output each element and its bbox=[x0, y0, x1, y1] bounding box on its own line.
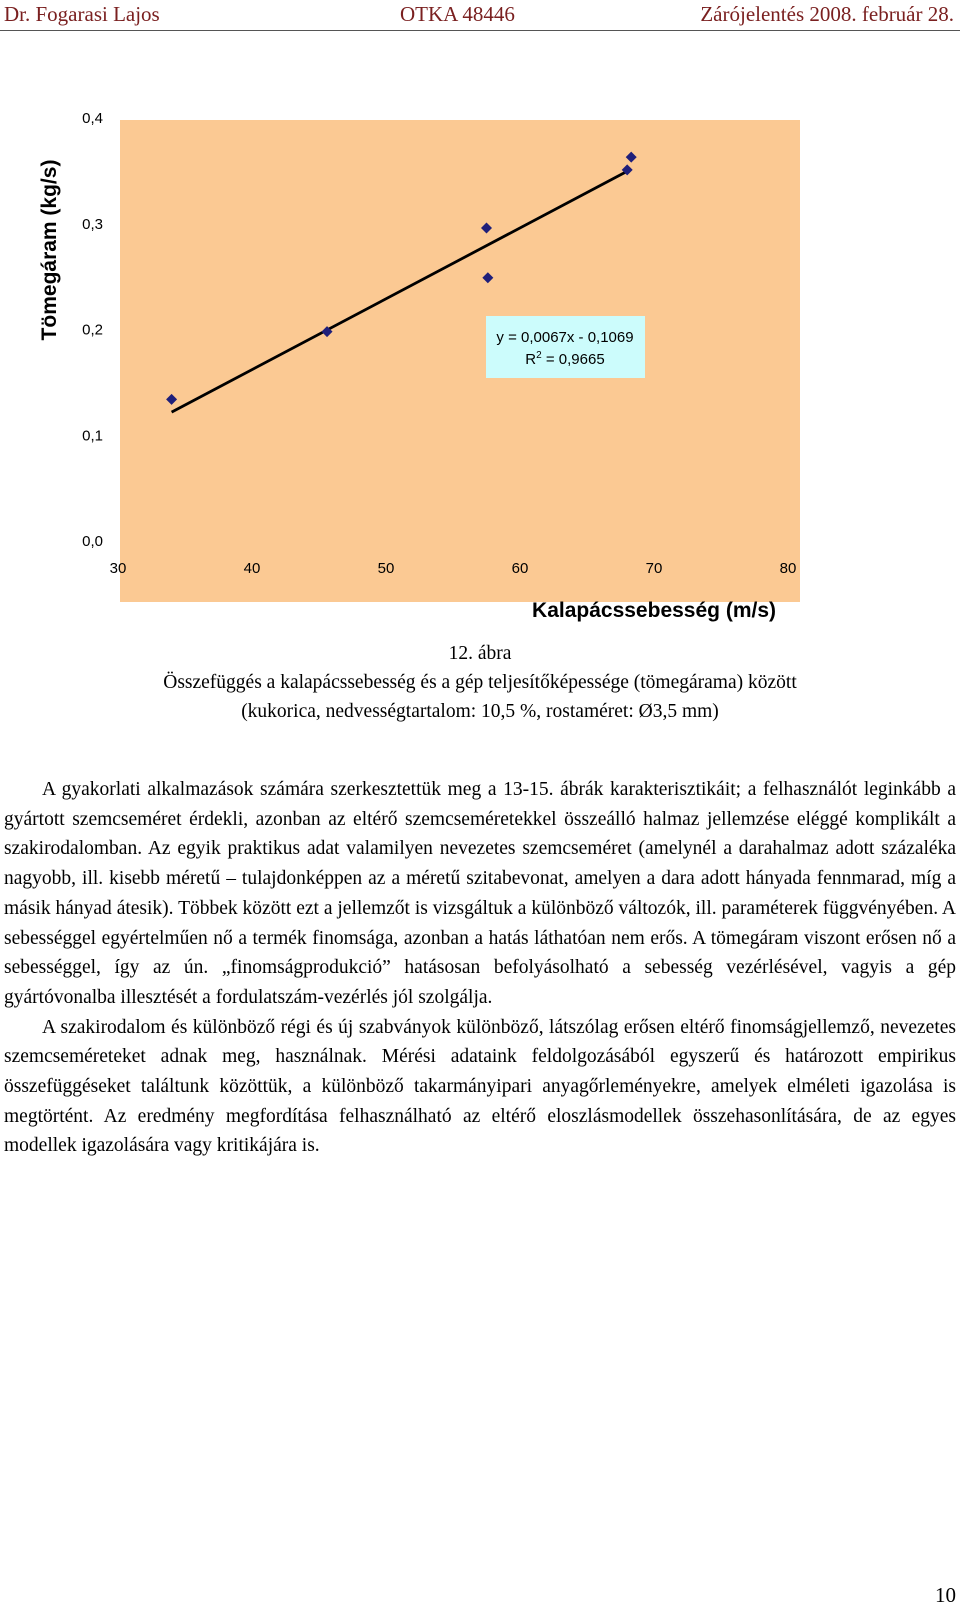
regression-label bbox=[486, 316, 645, 378]
x-tick-label: 60 bbox=[511, 560, 529, 577]
x-tick-label: 50 bbox=[377, 560, 395, 577]
chart-figure bbox=[0, 60, 960, 660]
x-tick-label: 30 bbox=[109, 560, 127, 577]
header-project: OTKA 48446 bbox=[400, 2, 515, 26]
x-tick-label: 70 bbox=[645, 560, 663, 577]
plot-area bbox=[120, 120, 800, 602]
paragraph-1: A gyakorlati alkalmazások számára szerkesztettük meg a 13-15. ábrák karakterisztikáit; a felhasználót leginkább a gyártott szemcseméret érdekli, azonban az eltérő szemcseméretekkel összeálló halmaz jellemzése eléggé komplikált a szakirodalomban. Az egyik praktikus adat valamilyen nevezetes szemcseméret (amelynél a darahalmaz adott százaléka nagyobb, ill. kisebb méretű – tulajdonképpen az a méretű szitabevonat, amelyen a dara adott hányada fennmarad, míg a másik hányad átesik). Többek között ezt a jellemzőt is vizsgáltuk a különböző változók, ill. paraméterek függvényében. A sebességgel egyértelműen nő a termék finomsága, azonban a hatás láthatóan nem erős. A tömegáram viszont erősen nő a sebességgel, így az ún. „finomságprodukció” hatásosan befolyásolható a sebesség vezérlésével, vagyis a gép gyártóvonalba illesztését a fordulatszám-vezérlés jól szolgálja. bbox=[4, 779, 956, 1008]
y-tick-label: 0,0 bbox=[82, 533, 103, 550]
y-tick-label: 0,2 bbox=[82, 321, 103, 339]
y-tick-label: 0,4 bbox=[82, 110, 103, 127]
header-report-date: Zárójelentés 2008. február 28. bbox=[700, 2, 954, 26]
y-tick-label: 0,1 bbox=[82, 427, 103, 445]
body-text bbox=[4, 775, 956, 1161]
x-tick-label: 40 bbox=[243, 560, 261, 577]
y-axis-label: Tömegáram (kg/s) bbox=[38, 159, 61, 341]
page-number: 10 bbox=[935, 1583, 956, 1607]
y-tick-label: 0,3 bbox=[82, 215, 103, 233]
figure-number: 12. ábra bbox=[448, 643, 512, 664]
page-header bbox=[0, 0, 960, 31]
header-author: Dr. Fogarasi Lajos bbox=[4, 2, 160, 26]
x-tick-label: 80 bbox=[779, 560, 797, 577]
x-axis-label: Kalapácssebesség (m/s) bbox=[532, 599, 776, 622]
regression-label-box bbox=[486, 316, 645, 378]
scatter-chart bbox=[0, 60, 960, 660]
figure-caption-line-2: (kukorica, nedvességtartalom: 10,5 %, rostaméret: Ø3,5 mm) bbox=[241, 701, 719, 722]
figure-caption-line-1: Összefüggés a kalapácssebesség és a gép teljesítőképessége (tömegárama) között bbox=[163, 672, 797, 693]
r-squared: $R^2 = 0,9665$ bbox=[525, 350, 605, 368]
paragraph-2: A szakirodalom és különböző régi és új szabványok különböző, látszólag erősen eltérő finomságjellemző, nevezetes szemcseméreteket adnak meg, használnak. Mérési adataink feldolgozásából egyszerű és határozott empirikus összefüggéseket találtunk közöttük, a különböző takarmányipari anyagőrleményekre, amelyek elméleti igazolása is megtörtént. Az eredmény megfordítása felhasználható az eltérő eloszlásmodellek összehasonlítására, de az egyes modellek igazolására vagy kritikájára is. bbox=[4, 1016, 956, 1157]
regression-equation: y = 0,0067x - 0,1069 bbox=[496, 329, 634, 346]
